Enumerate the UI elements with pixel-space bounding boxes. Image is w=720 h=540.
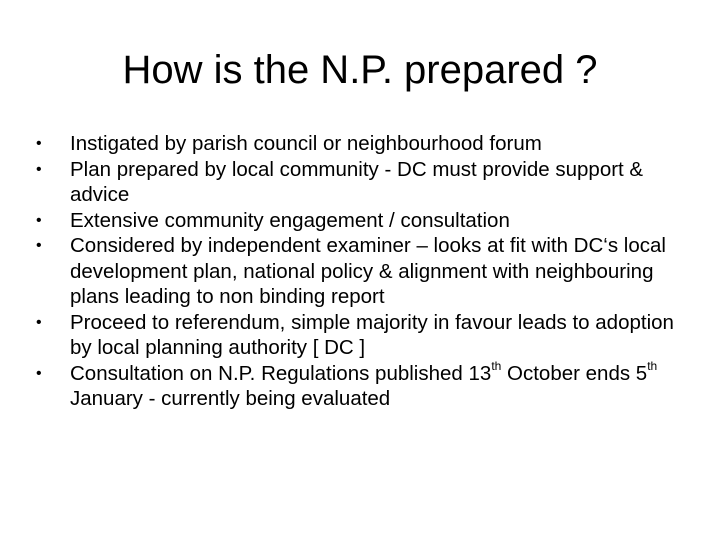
bullet-item: [36, 310, 696, 361]
bullet-text: [70, 358, 658, 411]
bullet-text: Extensive community engagement / consultation: [70, 208, 510, 232]
bullet-text-part: Consultation on N.P. Regulations published 13: [70, 361, 492, 385]
bullet-text: Considered by independent examiner – looks at fit with DC‘s local development plan, national policy & alignment with neighbouring plans leading to non binding report: [70, 234, 666, 308]
bullet-icon: •: [36, 160, 42, 178]
bullet-item: [36, 157, 696, 208]
bullet-item: [36, 131, 696, 157]
bullet-icon: •: [36, 135, 42, 152]
bullet-icon: •: [36, 364, 42, 382]
bullet-text-part: October ends 5: [501, 361, 648, 385]
bullet-item: [36, 233, 696, 310]
bullet-list: [36, 131, 696, 412]
bullet-icon: •: [36, 313, 42, 331]
bullet-text: Instigated by parish council or neighbourhood forum: [70, 132, 542, 155]
bullet-icon: •: [36, 237, 42, 254]
bullet-icon: •: [36, 211, 42, 229]
bullet-item: [36, 208, 696, 234]
bullet-text: Plan prepared by local community - DC must provide support & advice: [70, 157, 644, 206]
slide-title: How is the N.P. prepared ?: [122, 48, 598, 92]
bullet-text: Proceed to referendum, simple majority in favour leads to adoption by local planning authority [ DC ]: [70, 310, 674, 359]
ordinal-suffix: th: [491, 358, 502, 373]
bullet-item: [36, 358, 696, 412]
bullet-text-part: January - currently being evaluated: [70, 387, 391, 410]
ordinal-suffix: th: [647, 358, 658, 373]
